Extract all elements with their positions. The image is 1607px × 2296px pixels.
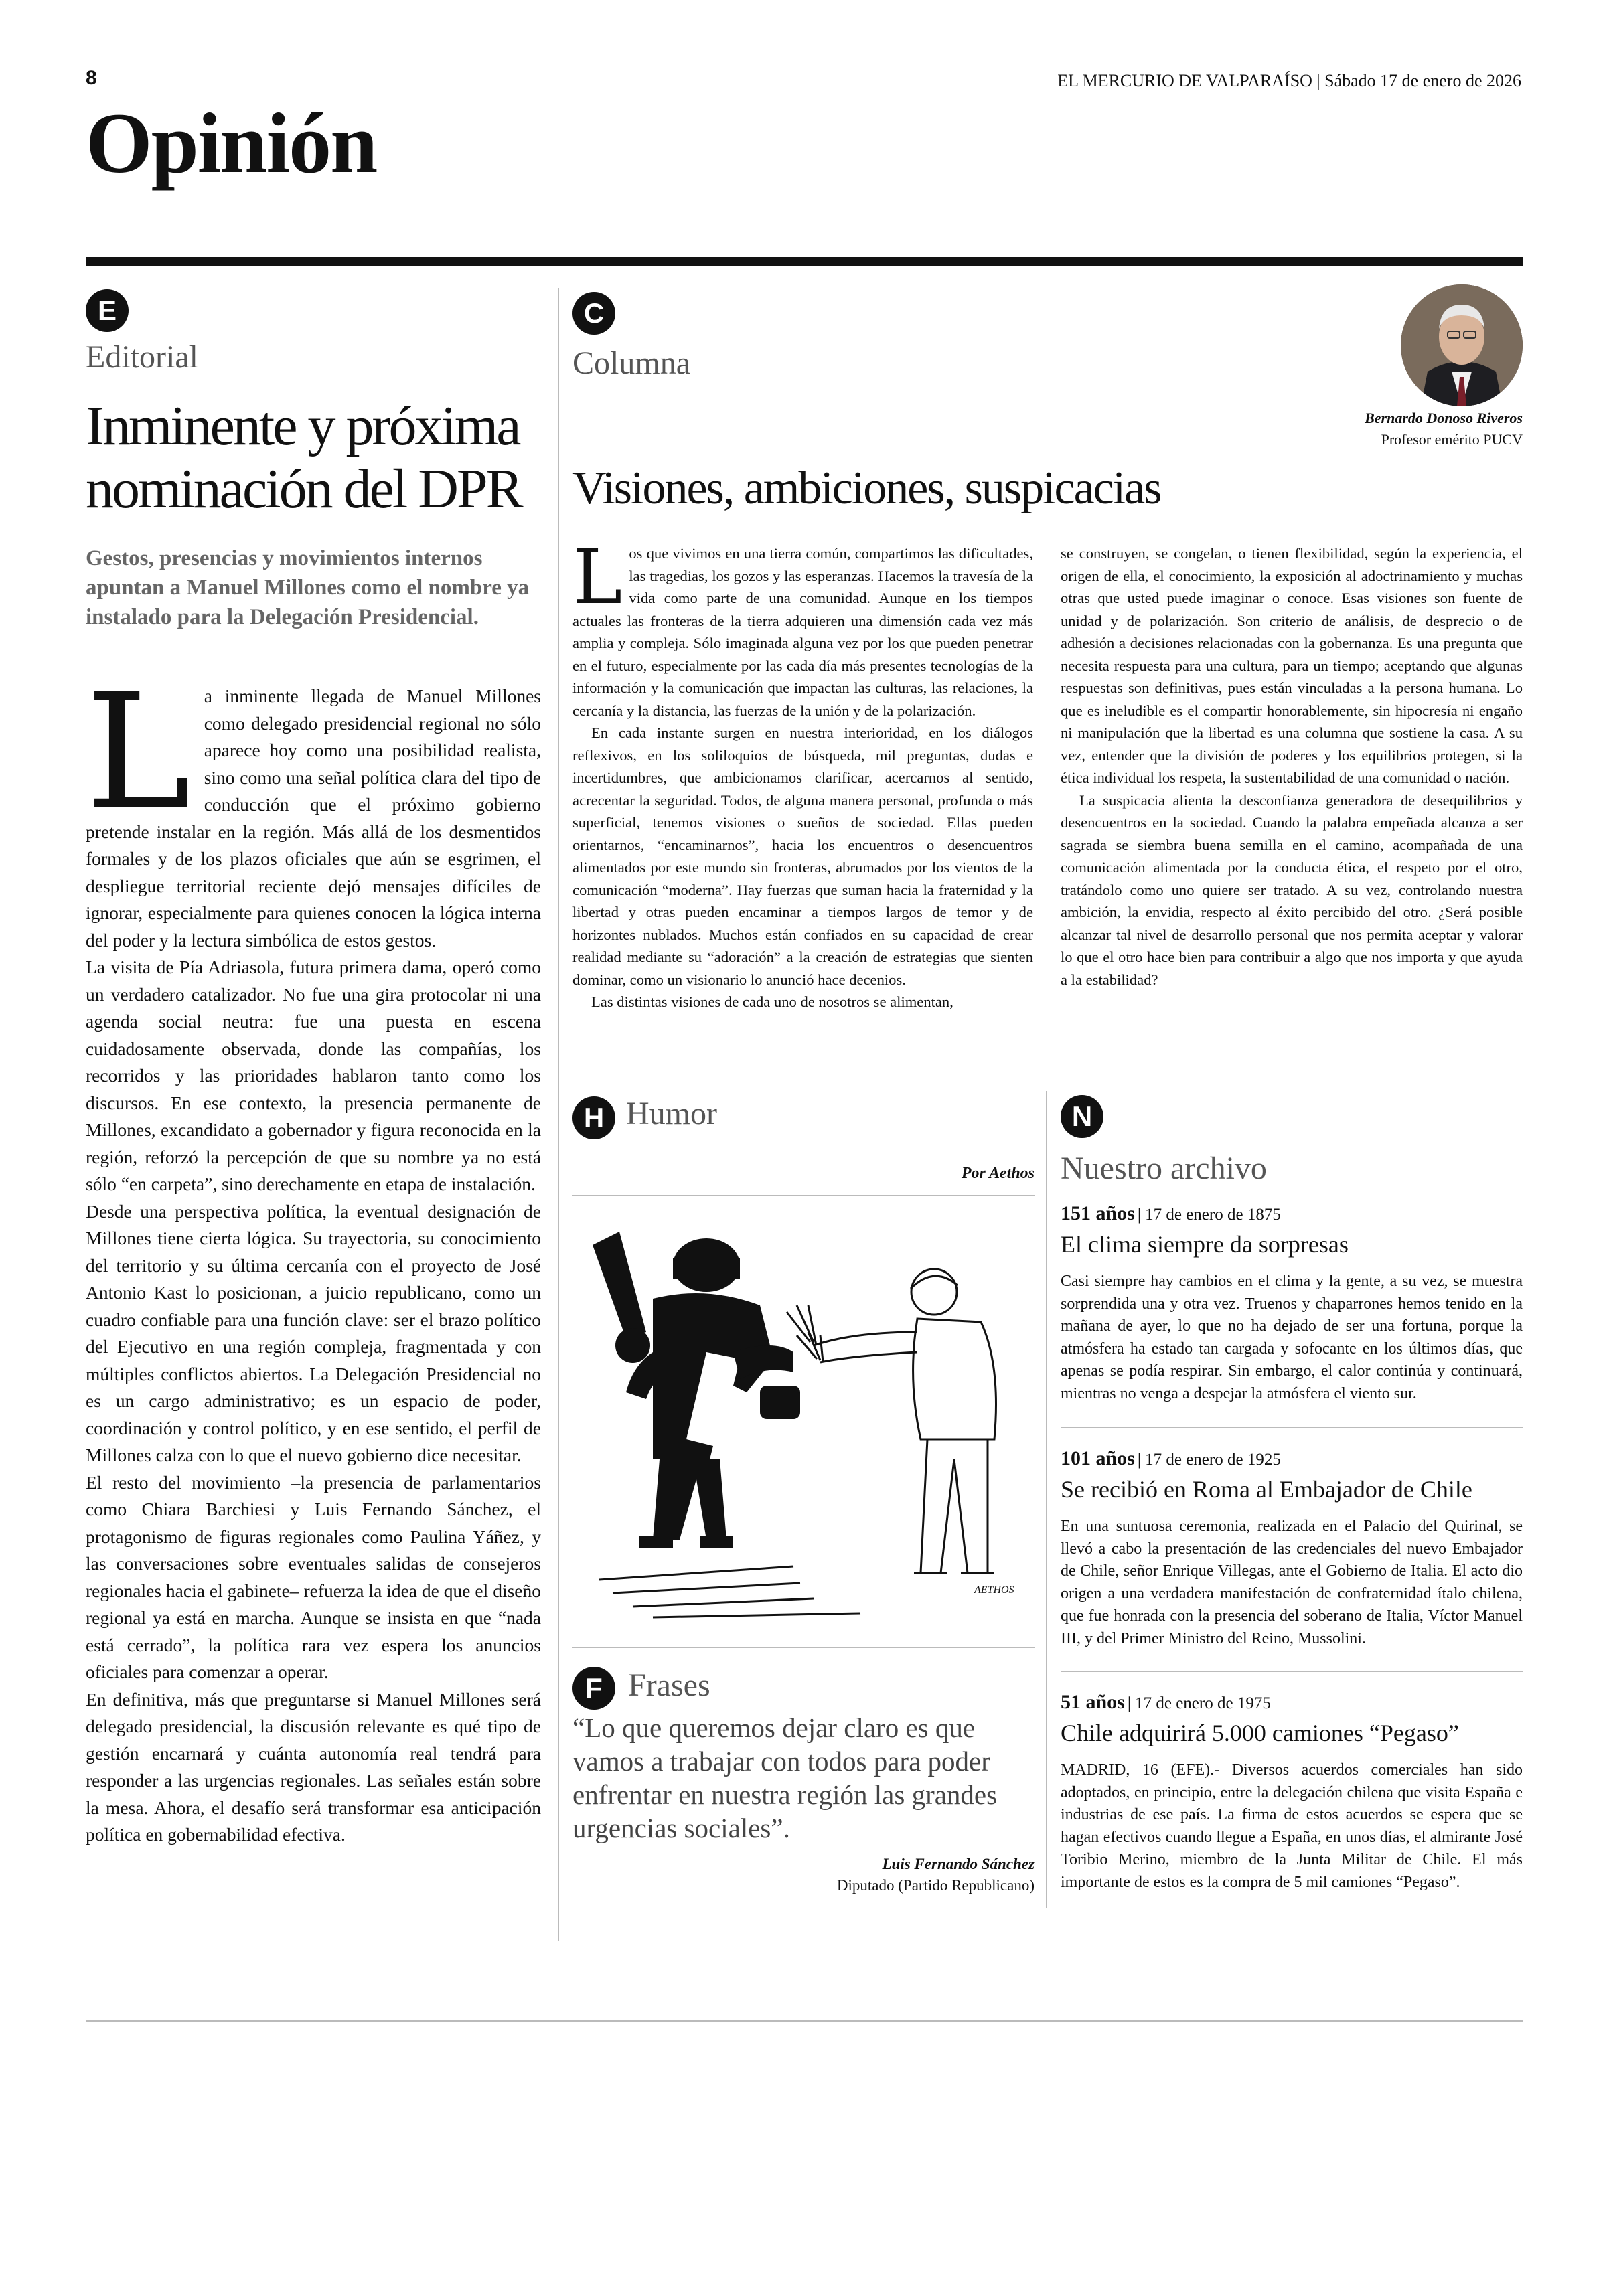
editorial-badge: E bbox=[86, 289, 129, 332]
archive-entry bbox=[1061, 1202, 1523, 1405]
column-dropcap: L bbox=[572, 534, 623, 621]
archive-text: MADRID, 16 (EFE).- Diversos acuerdos comerciales han sido adoptados, en principio, entre la delegación chilena que visita España e industrias de ese país. La firma de estos acuerdos se espera que se hagan efectivos cuando llegue a España, en unos días, el almirante José Toribio Merino, miembro de la Junta Militar de Chile. El más importante de estos es la compra de 5 mil camiones “Pegaso”. bbox=[1061, 1761, 1523, 1891]
bottom-rule bbox=[86, 2020, 1523, 2022]
cartoon-signature: AETHOS bbox=[974, 1584, 1014, 1596]
section-title: Opinión bbox=[86, 96, 377, 191]
column-badge: C bbox=[572, 292, 615, 335]
editorial-body bbox=[86, 660, 541, 1849]
archive-headline: Se recibió en Roma al Embajador de Chile bbox=[1061, 1476, 1472, 1503]
archive-text: En una suntuosa ceremonia, realizada en el Palacio del Quirinal, se llevó a cabo la presentación de las credenciales del nuevo Embajador de Chile, señor Enrique Villegas, ante el Gobierno de Italia. El acto dio origen a una verdadera manifestación de confraternidad ítalo chilena, que fue honrada con la presencia del soberano de Italia, Víctor Manuel III, y del Primer Ministro del Reino, Mussolini. bbox=[1061, 1518, 1523, 1647]
humor-cartoon bbox=[572, 1218, 1035, 1633]
archive-age: 101 años bbox=[1061, 1447, 1135, 1469]
editorial-dropcap: L bbox=[86, 660, 191, 844]
humor-credit: Por Aethos bbox=[961, 1165, 1035, 1182]
author-photo bbox=[1401, 284, 1523, 406]
frases-rule bbox=[572, 1647, 1035, 1648]
column-paragraph: En cada instante surgen en nuestra interioridad, en los diálogos reflexivos, en los soliloquios de búsqueda, mil preguntas, dudas e incertidumbres, que ambicionamos clarificar, acercarnos al sentido, acrecentar la seguridad. Todos, de alguna manera personal, profunda o más superficial, tenemos visiones o sueños de sociedad. Ellas pueden orientarnos, “encaminarnos”, hacia los encuentros o desencuentros alimentados por este mundo sin fronteras, abrumados por los vientos de la comunicación “moderna”. Hay fuerzas que suman hacia la fraternidad y la libertad y otras pueden encaminar a tiempos largos de temor y de horizontes nublados. Muchos están confiados en su capacidad de crear realidad mediante su “adoración” a la creación de estrategias que sienten dominar, como un visionario lo anunció hace decenios. bbox=[572, 724, 1033, 988]
column-author-role: Profesor emérito PUCV bbox=[1381, 431, 1523, 448]
page-number: 8 bbox=[86, 67, 97, 89]
column-body-col2 bbox=[1061, 542, 1523, 991]
column-divider bbox=[558, 288, 559, 1941]
editorial-lead: Gestos, presencias y movimientos internos apuntan a Manuel Millones como el nombre ya instalado para la Delegación Presidencial. bbox=[86, 546, 530, 629]
author-portrait-icon bbox=[1401, 284, 1523, 406]
column-author: Bernardo Donoso Riveros bbox=[1365, 410, 1523, 426]
column-label: Columna bbox=[572, 345, 690, 381]
column-paragraph: se construyen, se congelan, o tienen flexibilidad, según la experiencia, el origen de ella, el conocimiento, la exposición al adoctrinamiento y muchas otras que usted puede imaginar o conoce. Esas visiones son fuente de unidad y de polarización. Son criterio de análisis, de desprecio o de adhesión a decisiones relacionadas con la gobernanza. Es una pregunta que necesita respuesta para una cultura, para un tiempo; aceptando que algunas respuestas son definitivas, pues están vinculadas a la persona humana. Lo que es ineludible es el compartir honorablemente, sin hipocresía ni engaño ni manipulación que la libertad es una columna que sostiene la casa. A su vez, entender que la división de poderes y los equilibrios protegen, si la ética individual los respeta, la sustentabilidad de una comunidad o nación. bbox=[1061, 545, 1523, 786]
column-headline: Visiones, ambiciones, suspicacias bbox=[572, 463, 1161, 514]
frases-label: Frases bbox=[628, 1667, 710, 1703]
editorial-paragraph: La visita de Pía Adriasola, futura primera dama, operó como un verdadero catalizador. No fue una gira protocolar ni una agenda social neutra: fue una puesta en escena cuidadosamente observada, donde las compañías, los recorridos y las prioridades hablaron tanto como los discursos. En ese contexto, la presencia permanente de Millones, excandidato a gobernador y figura reconocida en la región, reforzó la percepción de que su nombre ya no está sólo “en carpeta”, sino derechamente en etapa de instalación. bbox=[86, 957, 541, 1194]
frases-quote: “Lo que queremos dejar claro es que vamos a trabajar con todos para poder enfrentar en nuestra región las grandes urgencias sociales”. bbox=[572, 1712, 998, 1843]
editorial-headline-line1: Inminente y próxima bbox=[86, 395, 520, 457]
frases-badge: F bbox=[572, 1667, 615, 1710]
editorial-headline-line2: nominación del DPR bbox=[86, 458, 522, 520]
archive-label: Nuestro archivo bbox=[1061, 1151, 1267, 1186]
archive-date: | 17 de enero de 1875 bbox=[1137, 1206, 1281, 1224]
humor-archive-divider bbox=[1046, 1091, 1047, 1908]
archive-headline: Chile adquirirá 5.000 camiones “Pegaso” bbox=[1061, 1720, 1459, 1746]
archive-entry bbox=[1061, 1447, 1523, 1650]
editorial-paragraph: En definitiva, más que preguntarse si Manuel Millones será delegado presidencial, la discusión relevante es qué tipo de gestión encarnará y cuánta autonomía real tendrá para responder a las urgencias regionales. Las señales están sobre la mesa. Ahora, el desafío será transformar esa anticipación política en gobernabilidad efectiva. bbox=[86, 1688, 541, 1845]
cartoon-illustration-icon bbox=[572, 1218, 1035, 1633]
frases-author: Luis Fernando Sánchez bbox=[882, 1856, 1035, 1872]
column-body-col1 bbox=[572, 534, 1033, 1013]
column-paragraph: os que vivimos en una tierra común, compartimos las dificultades, las tragedias, los gozos y las esperanzas. Hacemos la travesía de la vida como parte de una comunidad. Aunque en los tiempos actuales las fronteras de la tierra adquieren una dimensión cada vez más amplia y compleja. Sólo imaginada alguna vez por los que pueden penetrar en el futuro, especialmente por las cada día más presentes tecnologías de la información y la comunicación que impactan las culturas, las relaciones, la cercanía y la distancia, las fuerzas de la unión y de la polarización. bbox=[572, 545, 1033, 719]
editorial-paragraph: a inminente llegada de Manuel Millones como delegado presidencial regional no sólo aparece hoy como una posibilidad realista, sino como una señal política clara del tipo de conducción que el próximo gobierno pretende instalar en la región. Más allá de los desmentidos formales y de los plazos oficiales que aún se esgrimen, el despliegue territorial reciente dejó mensajes difíciles de ignorar, especialmente para quienes conocen la lógica interna del poder y la lectura simbólica de estos gestos. bbox=[86, 685, 541, 951]
archive-date: | 17 de enero de 1925 bbox=[1137, 1451, 1281, 1469]
editorial-headline bbox=[86, 395, 554, 521]
archive-badge: N bbox=[1061, 1095, 1103, 1138]
archive-rule bbox=[1061, 1427, 1523, 1428]
editorial-paragraph: El resto del movimiento –la presencia de parlamentarios como Chiara Barchiesi y Luis Fernando Sánchez, el protagonismo de figuras regionales como Paulina Yáñez, y las conversaciones sobre eventuales salidas de consejeros regionales hacia el gabinete– refuerza la idea de que el diseño regional ya está en marcha. Aunque se insista en que “nada está cerrado”, la política rara vez espera los anuncios oficiales para comenzar a operar. bbox=[86, 1471, 541, 1682]
archive-date: | 17 de enero de 1975 bbox=[1127, 1694, 1271, 1712]
archive-age: 151 años bbox=[1061, 1202, 1135, 1224]
humor-badge: H bbox=[572, 1096, 615, 1139]
editorial-label: Editorial bbox=[86, 339, 198, 375]
archive-entry bbox=[1061, 1691, 1523, 1894]
archive-text: Casi siempre hay cambios en el clima y la gente, a su vez, se muestra sorprendida una y otra vez. Truenos y chaparrones hemos tenido en la mañana de ayer, lo que no ha dejado de ser una fortuna, porque la atmósfera ha estado tan cargada y sofocante en los últimos días, que apenas se podía respirar. Sin embargo, el calor continúa y continuará, mientras no venga a despejar la atmósfera el viento sur. bbox=[1061, 1273, 1523, 1402]
frases-author-role: Diputado (Partido Republicano) bbox=[836, 1877, 1035, 1894]
top-rule bbox=[86, 257, 1523, 266]
humor-rule bbox=[572, 1195, 1035, 1196]
humor-label: Humor bbox=[626, 1096, 717, 1131]
column-paragraph: La suspicacia alienta la desconfianza generadora de desequilibrios y desencuentros en la sociedad. Cuando la palabra empeñada alcanza a ser sagrada se siembra buena semilla en el camino, acompañada de una comunicación alimentada por la conducta ética, el respeto por el otro, tratándolo como uno quiere ser tratado. A su vez, controlando nuestra ambición, la envidia, respecto al éxito percibido del otro. ¿Será posible alcanzar tal nivel de desarrollo personal que nos permita aceptar y valorar lo que el otro hace bien para contribuir a algo que nos importa y que ayuda a la estabilidad? bbox=[1061, 791, 1523, 988]
archive-headline: El clima siempre da sorpresas bbox=[1061, 1231, 1349, 1258]
editorial-paragraph: Desde una perspectiva política, la eventual designación de Millones tiene cierta lógica. Su trayectoria, su conocimiento del territorio y su última cercanía con el proyecto de José Antonio Kast lo posicionan, a juicio republicano, como un cuadro confiable para una función clave: ser el brazo político del Ejecutivo en una región compleja, fragmentada y con múltiples conflictos abiertos. La Delegación Presidencial no es un cargo administrativo; es un espacio de poder, coordinación y control político, y en ese sentido, el perfil de Millones calza con lo que el nuevo gobierno dice necesitar. bbox=[86, 1200, 541, 1465]
archive-age: 51 años bbox=[1061, 1691, 1125, 1713]
column-paragraph: Las distintas visiones de cada uno de nosotros se alimentan, bbox=[591, 993, 953, 1010]
archive-rule bbox=[1061, 1671, 1523, 1672]
masthead: EL MERCURIO DE VALPARAÍSO | Sábado 17 de enero de 2026 bbox=[1057, 71, 1521, 90]
